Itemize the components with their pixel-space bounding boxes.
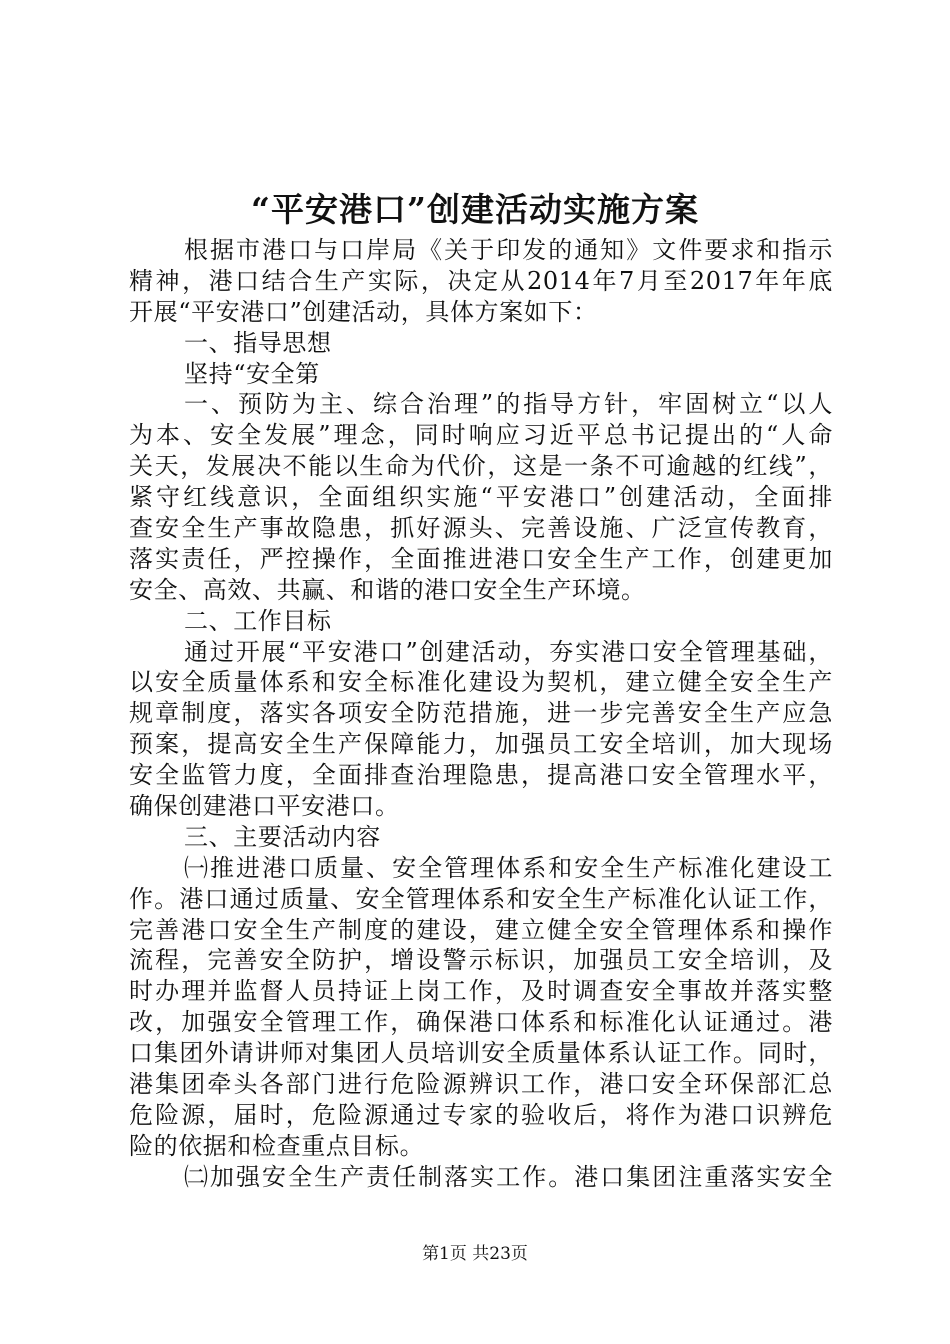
- paragraph-line: 一、预防为主、综合治理”的指导方针，牢固树立“以人: [184, 390, 833, 419]
- section-heading: 二、工作目标: [184, 606, 332, 635]
- paragraph-line: 安全监管力度，全面排查治理隐患，提高港口安全管理水平，: [129, 761, 833, 790]
- paragraph-line: 规章制度，落实各项安全防范措施，进一步完善安全生产应急: [129, 699, 833, 728]
- paragraph-line: 开展“平安港口”创建活动，具体方案如下：: [129, 297, 598, 326]
- section-heading: 三、主要活动内容: [184, 822, 381, 851]
- paragraph-line: 港集团牵头各部门进行危险源辨识工作，港口安全环保部汇总: [129, 1070, 833, 1099]
- paragraph-line: 险的依据和检查重点目标。: [129, 1131, 425, 1160]
- paragraph-line: 流程，完善安全防护，增设警示标识，加强员工安全培训，及: [129, 946, 833, 975]
- document-title: “平安港口”创建活动实施方案: [251, 190, 699, 229]
- section-heading: 一、指导思想: [184, 328, 332, 357]
- document-body: [129, 235, 833, 1193]
- paragraph-line: 根据市港口与口岸局《关于印发的通知》文件要求和指示: [184, 236, 833, 264]
- paragraph-line: 安全、高效、共赢、和谐的港口安全生产环境。: [129, 575, 646, 604]
- paragraph-line: 以安全质量体系和安全标准化建设为契机，建立健全安全生产: [129, 668, 833, 697]
- page-number: 第1页 共23页: [422, 1244, 528, 1264]
- paragraph-line: 落实责任，严控操作，全面推进港口安全生产工作，创建更加: [129, 544, 833, 573]
- paragraph-line: 预案，提高安全生产保障能力，加强员工安全培训，加大现场: [129, 730, 833, 759]
- paragraph-line: 危险源，届时，危险源通过专家的验收后，将作为港口识辨危: [129, 1100, 833, 1129]
- paragraph-line: 关天，发展决不能以生命为代价，这是一条不可逾越的红线”，: [129, 452, 833, 481]
- paragraph-line: 查安全生产事故隐患，抓好源头、完善设施、广泛宣传教育，: [129, 514, 833, 543]
- paragraph-line: ㈠推进港口质量、安全管理体系和安全生产标准化建设工: [184, 853, 833, 882]
- paragraph-line: 确保创建港口平安港口。: [129, 792, 400, 821]
- paragraph-line: 为本、安全发展”理念，同时响应习近平总书记提出的“人命: [129, 421, 833, 450]
- paragraph-line: 改，加强安全管理工作，确保港口体系和标准化认证通过。港: [129, 1008, 833, 1037]
- paragraph-line: 时办理并监督人员持证上岗工作，及时调查安全事故并落实整: [129, 977, 833, 1006]
- paragraph-line: 口集团外请讲师对集团人员培训安全质量体系认证工作。同时，: [129, 1039, 833, 1068]
- paragraph-line: ㈡加强安全生产责任制落实工作。港口集团注重落实安全: [184, 1162, 833, 1191]
- paragraph-line: 通过开展“平安港口”创建活动，夯实港口安全管理基础，: [184, 637, 833, 666]
- paragraph-line: 完善港口安全生产制度的建设，建立健全安全管理体系和操作: [129, 915, 833, 944]
- paragraph-line: 坚持“安全第: [184, 359, 320, 388]
- paragraph-line: 紧守红线意识，全面组织实施“平安港口”创建活动，全面排: [129, 483, 833, 512]
- paragraph-line: 精神，港口结合生产实际，决定从2014年7月至2017年年底: [129, 266, 833, 295]
- paragraph-line: 作。港口通过质量、安全管理体系和安全生产标准化认证工作，: [129, 884, 833, 913]
